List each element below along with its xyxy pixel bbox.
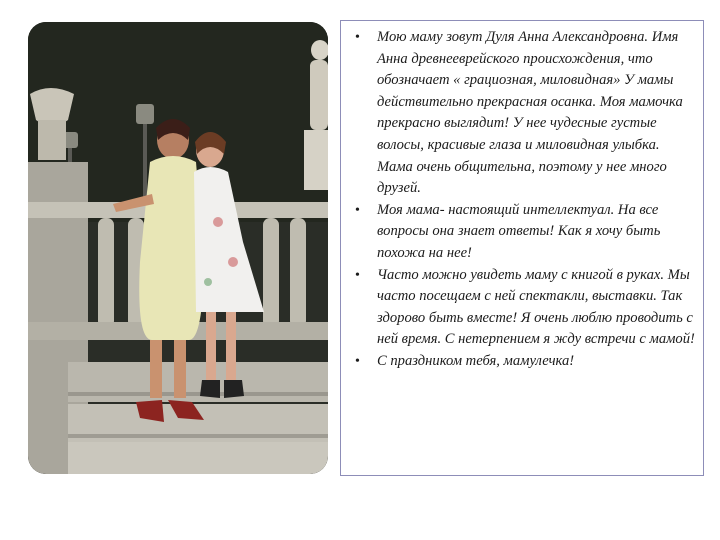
bullet-item	[351, 351, 697, 373]
bullet-text: Часто можно увидеть маму с книгой в руках. Мы часто посещаем с ней спектакли, выставки. Так здорово быть вместе! Я очень люблю проводить с ней время. С нетерпением я жду встречи с мамой!	[377, 266, 695, 348]
bullet-item	[351, 265, 697, 351]
bullet-marker: •	[355, 353, 360, 369]
bullet-marker: •	[355, 202, 360, 218]
bullet-text: Мою маму зовут Дуля Анна Александровна. Имя Анна древнееврейского происхождения, что обозначает « грациозная, миловидная» У мамы действительно прекрасная осанка. Моя мамочка прекрасно выглядит! У нее чудесные густые волосы, красивые глаза и миловидная улыбка. Мама очень общительна, поэтому у нее много друзей.	[377, 29, 683, 197]
bullet-marker: •	[355, 30, 360, 45]
family-photo	[28, 22, 328, 474]
bullet-item	[351, 200, 697, 265]
bullet-list	[351, 27, 697, 373]
bullet-marker: •	[355, 267, 360, 283]
bullet-item	[351, 27, 697, 200]
text-box	[340, 20, 704, 476]
bullet-text: Моя мама- настоящий интеллектуал. На все вопросы она знает ответы! Как я хочу быть похожа на нее!	[377, 201, 661, 261]
photo-illustration	[28, 22, 328, 474]
bullet-text: С праздником тебя, мамулечка!	[377, 352, 575, 369]
